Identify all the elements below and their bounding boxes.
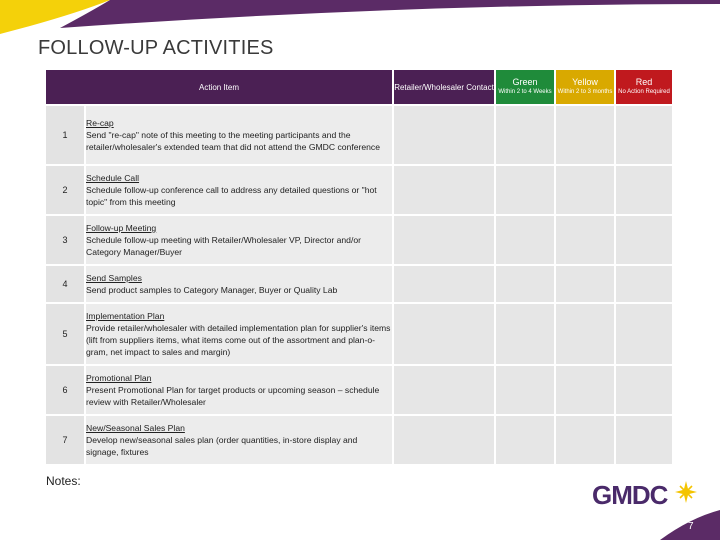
action-item-desc: Present Promotional Plan for target products or upcoming season – schedule review with Retailer/Wholesaler	[86, 385, 380, 407]
page-title: FOLLOW-UP ACTIVITIES	[38, 37, 274, 59]
yellow-cell[interactable]	[556, 304, 614, 364]
contact-cell[interactable]	[394, 304, 494, 364]
action-item-title: New/Seasonal Sales Plan	[86, 423, 185, 433]
action-item-title: Implementation Plan	[86, 311, 165, 321]
star-icon	[675, 481, 697, 503]
svg-text:GMDC: GMDC	[592, 480, 668, 510]
action-item-cell	[86, 166, 392, 214]
green-cell[interactable]	[496, 304, 554, 364]
header-yellow	[556, 70, 614, 104]
contact-cell[interactable]	[394, 166, 494, 214]
red-cell[interactable]	[616, 304, 672, 364]
action-item-desc: Schedule follow-up conference call to address any detailed questions or "hot topic" from this meeting	[86, 185, 377, 207]
header-contact: Retailer/Wholesaler Contact	[394, 70, 494, 104]
action-item-title: Send Samples	[86, 273, 142, 283]
notes-label: Notes:	[46, 474, 81, 488]
header-red-name: Red	[635, 77, 653, 87]
page-number: 7	[688, 521, 694, 532]
header-yellow-name: Yellow	[572, 77, 598, 87]
contact-cell[interactable]	[394, 416, 494, 464]
action-item-title: Re-cap	[86, 118, 114, 128]
action-item-title: Schedule Call	[86, 173, 140, 183]
contact-cell[interactable]	[394, 266, 494, 302]
row-number: 4	[46, 266, 84, 302]
action-item-cell	[86, 366, 392, 414]
header-green	[496, 70, 554, 104]
table-header-row	[46, 70, 672, 104]
action-item-title: Follow-up Meeting	[86, 223, 157, 233]
green-cell[interactable]	[496, 266, 554, 302]
red-cell[interactable]	[616, 416, 672, 464]
follow-up-table	[44, 68, 674, 466]
action-item-cell	[86, 416, 392, 464]
yellow-cell[interactable]	[556, 266, 614, 302]
row-number: 6	[46, 366, 84, 414]
header-red-desc: No Action Required	[618, 89, 670, 95]
contact-cell[interactable]	[394, 216, 494, 264]
action-item-cell	[86, 304, 392, 364]
contact-cell[interactable]	[394, 106, 494, 164]
header-yellow-desc: Within 2 to 3 months	[557, 89, 613, 95]
action-item-cell	[86, 266, 392, 302]
yellow-cell[interactable]	[556, 106, 614, 164]
header-red	[616, 70, 672, 104]
table-row	[46, 106, 672, 164]
red-cell[interactable]	[616, 266, 672, 302]
row-number: 7	[46, 416, 84, 464]
action-item-desc: Schedule follow-up meeting with Retailer/Wholesaler VP, Director and/or Category Manager/Buyer	[86, 235, 361, 257]
red-cell[interactable]	[616, 366, 672, 414]
yellow-cell[interactable]	[556, 416, 614, 464]
row-number: 3	[46, 216, 84, 264]
header-swoosh-decoration	[0, 0, 720, 40]
gmdc-logo	[590, 478, 700, 514]
green-cell[interactable]	[496, 106, 554, 164]
green-cell[interactable]	[496, 216, 554, 264]
table-row	[46, 166, 672, 214]
action-item-desc: Send "re-cap" note of this meeting to the meeting participants and the retailer/wholesaler's extended team that did not attend the GMDC conference	[86, 130, 380, 152]
yellow-cell[interactable]	[556, 166, 614, 214]
red-cell[interactable]	[616, 106, 672, 164]
action-item-desc: Develop new/seasonal sales plan (order quantities, in-store display and signage, fixtures	[86, 435, 358, 457]
table-row	[46, 304, 672, 364]
action-item-desc: Send product samples to Category Manager, Buyer or Quality Lab	[86, 285, 338, 295]
yellow-cell[interactable]	[556, 216, 614, 264]
table-row	[46, 216, 672, 264]
header-action-item: Action Item	[46, 70, 392, 104]
table-row	[46, 366, 672, 414]
header-green-name: Green	[512, 77, 538, 87]
green-cell[interactable]	[496, 416, 554, 464]
yellow-cell[interactable]	[556, 366, 614, 414]
table-row	[46, 266, 672, 302]
page-corner-decoration	[640, 510, 720, 540]
red-cell[interactable]	[616, 166, 672, 214]
row-number: 2	[46, 166, 84, 214]
row-number: 1	[46, 106, 84, 164]
green-cell[interactable]	[496, 366, 554, 414]
row-number: 5	[46, 304, 84, 364]
green-cell[interactable]	[496, 166, 554, 214]
action-item-title: Promotional Plan	[86, 373, 152, 383]
action-item-cell	[86, 216, 392, 264]
red-cell[interactable]	[616, 216, 672, 264]
table-row	[46, 416, 672, 464]
contact-cell[interactable]	[394, 366, 494, 414]
action-item-desc: Provide retailer/wholesaler with detailed implementation plan for supplier's items (lift from suppliers items, what items come out of the assortment and plan-o-gram, net impact to sales and margin)	[86, 323, 391, 357]
header-green-desc: Within 2 to 4 Weeks	[498, 89, 552, 95]
action-item-cell	[86, 106, 392, 164]
